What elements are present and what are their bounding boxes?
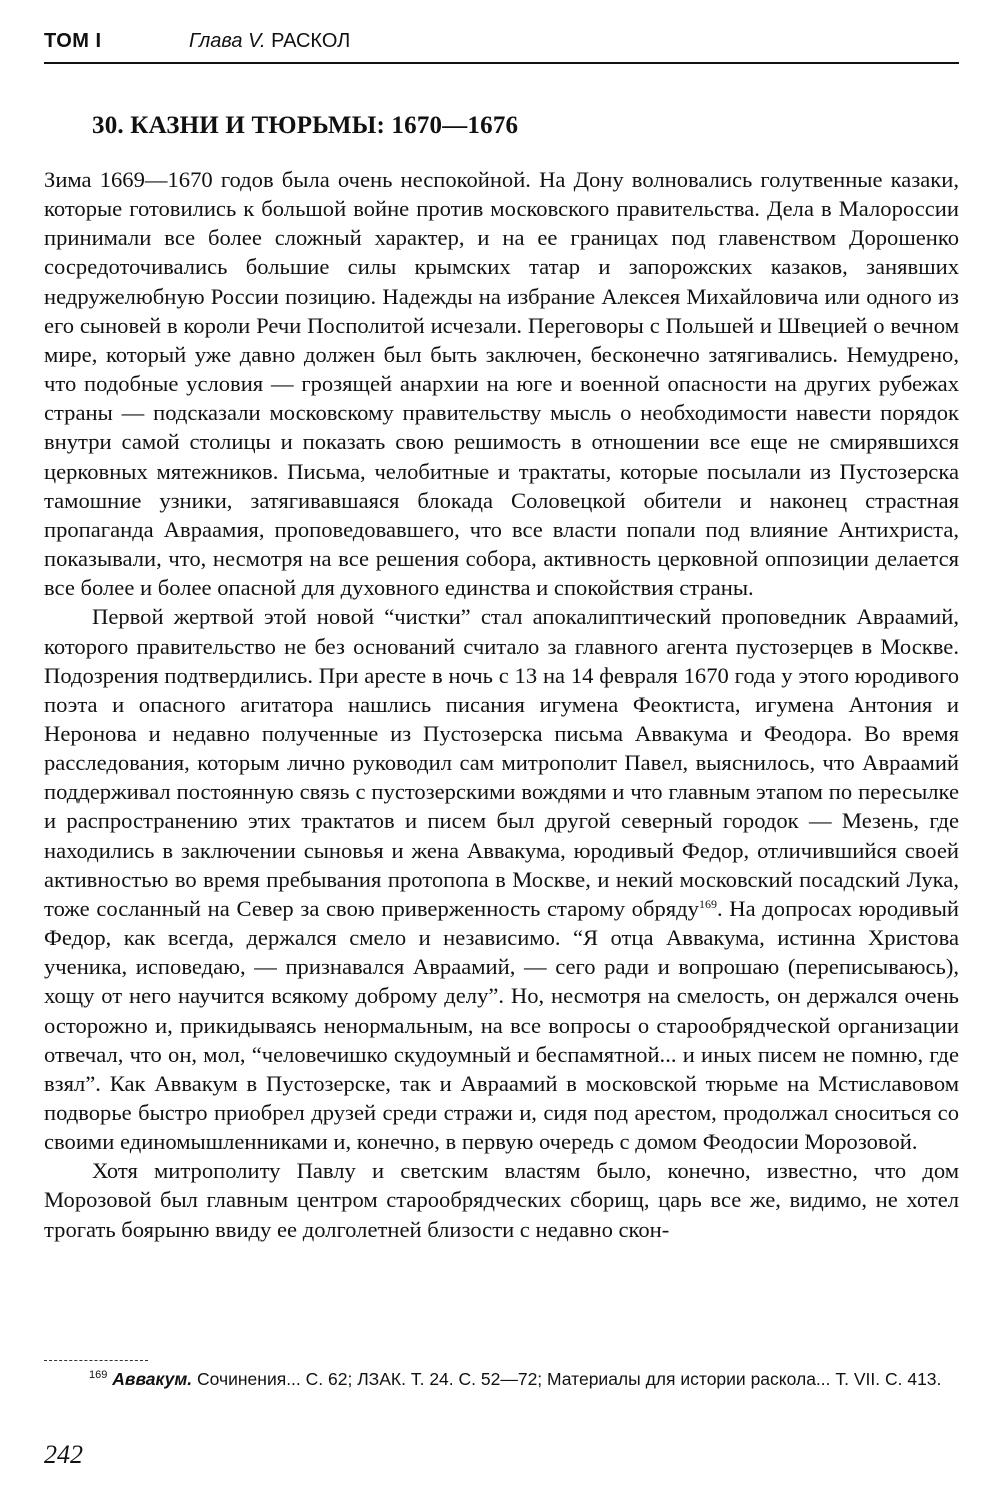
chapter-title: РАСКОЛ (271, 30, 351, 52)
footnote-reference: 169 (698, 896, 717, 911)
paragraph-3: Хотя митрополиту Павлу и светским властям было, конечно, известно, что дом Морозовой был главным центром старообрядческих сборищ, царь все же, видимо, не хотел трогать боярыню ввиду ее долголетней близости с недавно скон- (44, 1158, 959, 1242)
paragraph-1: Зима 1669—1670 годов была очень неспокойной. На Дону волновались голутвенные казаки, которые готовились к большой войне против московского правительства. Дела в Малороссии принимали все более сложный характер, и на ее границах под главенством Дорошенко сосредоточивались большие силы крымских татар и запорожских казаков, занявших недружелюбную России позицию. Надежды на избрание Алексея Михайловича или одного из его сыновей в короли Речи Посполитой исчезали. Переговоры с Польшей и Швецией о вечном мире, который уже давно должен был быть заключен, бесконечно затягивались. Немудрено, что подобные условия — грозящей анархии на юге и военной опасности на других рубежах страны — подсказали московскому правительству мысль о необходимости навести порядок внутри самой столицы и показать свою решимость в отношении все еще не смирявшихся церковных мятежников. Письма, челобитные и трактаты, которые посылали из Пустозерска тамошние узники, затягивавшаяся блокада Соловецкой обители и наконец страстная пропаганда Авраамия, проповедовавшего, что все власти попали под влияние Антихриста, показывали, что, несмотря на все решения собора, активность церковной оппозиции делается все более и более опасной для духовного единства и спокойствия страны. (44, 167, 959, 601)
page-number: 242 (44, 1440, 83, 1469)
footnote-number: 169 (89, 1369, 108, 1381)
footnote-author: Аввакум. (112, 1369, 193, 1389)
chapter-heading (189, 30, 350, 53)
paragraph-2-part-1: Первой жертвой этой новой “чистки” стал апокалиптический проповедник Авраамий, которого правительство не без оснований считало за главного агента пустозерцев в Москве. Подозрения подтвердились. При аресте в ночь с 13 на 14 февраля 1670 года у этого юродивого поэта и опасного агитатора нашлись писания игумена Феоктиста, игумена Антония и Неронова и недавно полученные из Пустозерска письма Аввакума и Феодора. Во время расследования, которым лично руководил сам митрополит Павел, выяснилось, что Авраамий поддерживал постоянную связь с пустозерскими вождями и что главным этапом по пересылке и распространению этих трактатов и писем был другой северный городок — Мезень, где находились в заключении сыновья и жена Аввакума, юродивый Федор, отличившийся своей активностью во время пребывания протопопа в Москве, и некий московский посадский Лука, тоже сосланный на Север за свою приверженность старому обряду (44, 604, 959, 921)
chapter-label: Глава V. (189, 30, 266, 52)
paragraph-2 (44, 602, 959, 1156)
running-head (44, 26, 959, 64)
paragraph-2-part-2: . На допросах юродивый Федор, как всегда, держался смело и независимо. “Я отца Аввакума, истинна Христова ученика, исповедаю, — признавался Авраамий, — сего ради и вопрошаю (переписываюсь), хощу от него научится всякому доброму делу”. Но, несмотря на смелость, он держался очень осторожно и, прикидываясь ненормальным, на все вопросы о старообрядческой организации отвечал, что он, мол, “человечишко скудоумный и беспамятной... и иных писем не помню, где взял”. Как Аввакум в Пустозерске, так и Авраамий в московской тюрьме на Мстиславовом подворье быстро приобрел друзей среди стражи и, сидя под арестом, продолжал сноситься со своими единомышленниками и, конечно, в первую очередь с домом Феодосии Морозовой. (44, 895, 959, 1155)
body-text (44, 165, 959, 1244)
footnote-divider (44, 1360, 148, 1361)
section-title: 30. КАЗНИ И ТЮРЬМЫ: 1670—1676 (92, 112, 519, 139)
footnote-text: Сочинения... С. 62; ЛЗАК. Т. 24. С. 52—72; Материалы для истории раскола... Т. VII. С. 413. (192, 1369, 942, 1389)
footnote (44, 1367, 959, 1392)
volume-label: ТОМ I (44, 30, 102, 52)
